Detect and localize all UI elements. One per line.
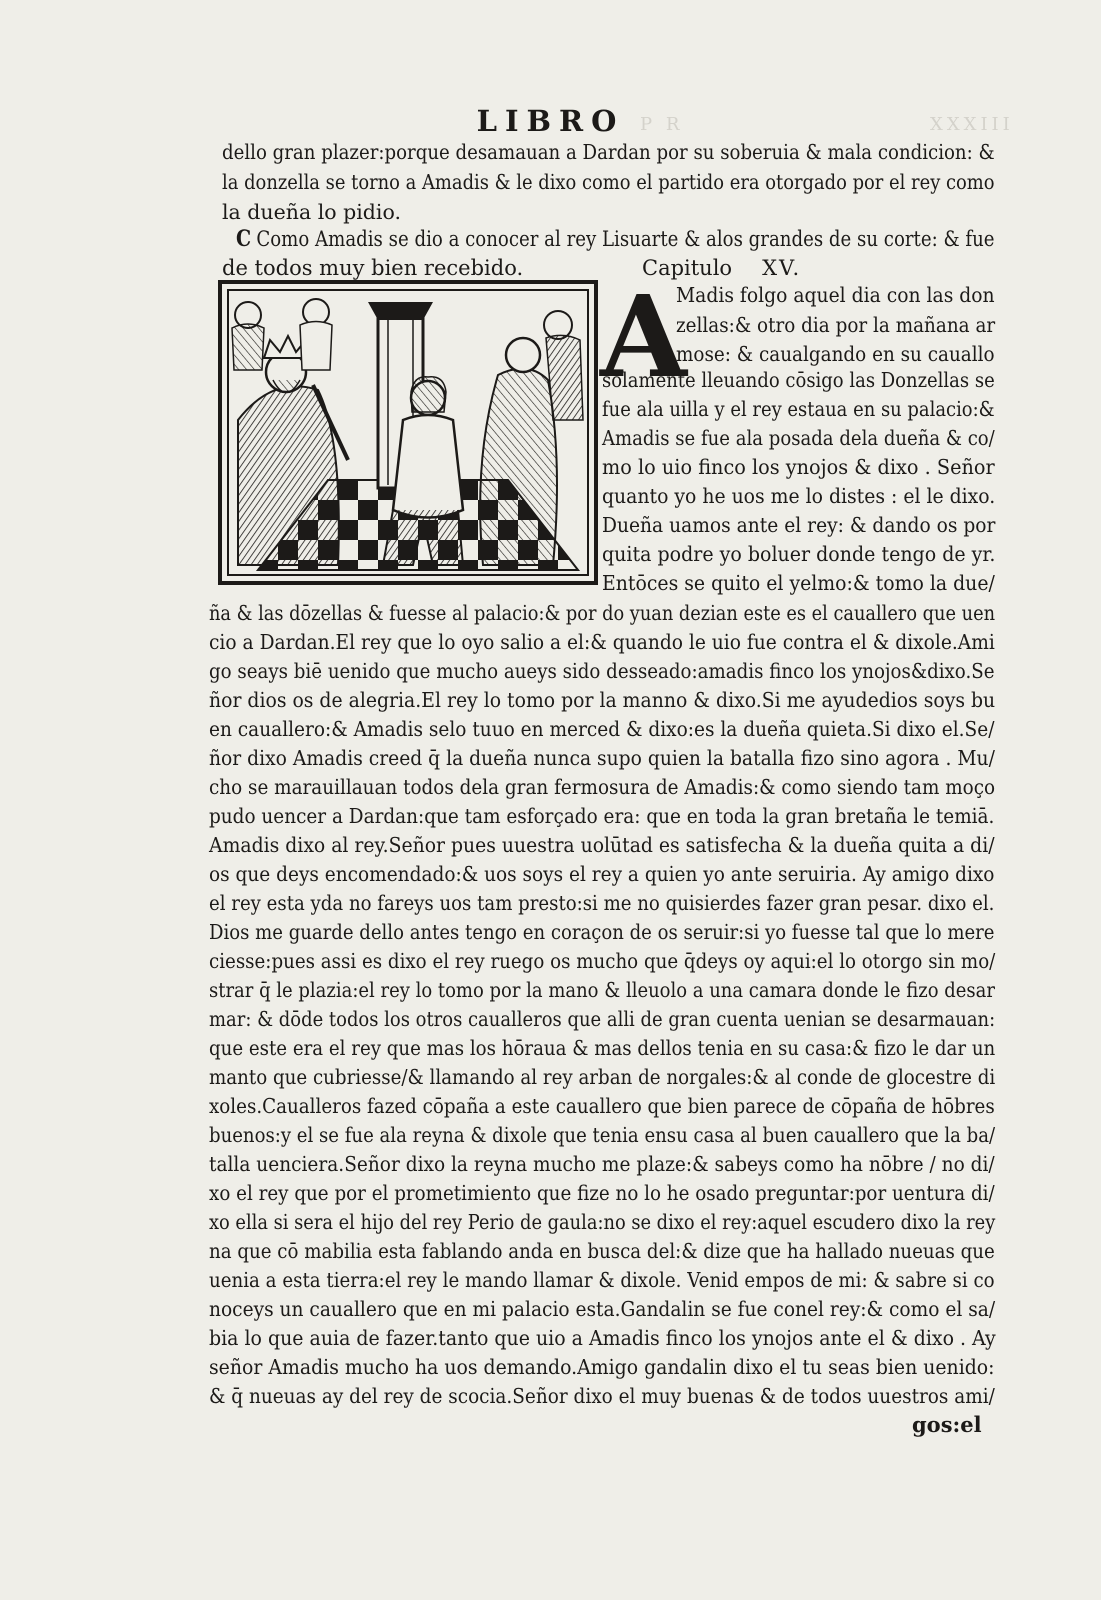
text-line: strar q̄ le plazia:el rey lo tomo por la mano & lleuolo a una camara donde le fizo desar: [209, 978, 995, 1002]
chapter-heading-line-1: [236, 224, 995, 254]
text-line: que este era el rey que mas los hōraua & mas dellos tenia en su casa:& fizo le dar un: [209, 1036, 996, 1060]
text-line: cio a Dardan.El rey que lo oyo salio a el:& quando le uio fue contra el & dixole.Ami: [209, 630, 995, 654]
text-line: go seays biē uenido que mucho aueys sido desseado:amadis finco los ynojos&dixo.Se: [209, 659, 995, 683]
text-line: ña & las dōzellas & fuesse al palacio:& por do yuan dezian este es el cauallero que uen: [209, 601, 996, 625]
text-line: mose: & caualgando en su cauallo: [676, 342, 995, 366]
text-line: manto que cubriesse/& llamando al rey arban de norgales:& al conde de glocestre di: [209, 1065, 996, 1089]
text-line: señor Amadis mucho ha uos demando.Amigo gandalin dixo el tu seas bien uenido:: [209, 1355, 995, 1379]
text-line: el rey esta yda no fareys uos tam presto:si me no quisierdes fazer gran pesar. dixo el.: [209, 891, 995, 915]
chapter-label: Capitulo: [642, 256, 733, 280]
text-line: xo ella si sera el hijo del rey Perio de gaula:no se dixo el rey:aquel escudero dixo la rey: [209, 1210, 996, 1234]
chapter-heading-text: Como Amadis se dio a conocer al rey Lisuarte & alos grandes de su corte: & fue: [256, 227, 995, 251]
text-line: quanto yo he uos me lo distes : el le dixo.: [602, 484, 996, 508]
text-line: cho se marauillauan todos dela gran fermosura de Amadis:& como siendo tam moço: [209, 775, 996, 799]
text-line: la donzella se torno a Amadis & le dixo como el partido era otorgado por el rey como: [222, 170, 995, 194]
catchword: gos:el: [912, 1412, 982, 1437]
text-line: os que deys encomendado:& uos soys el rey a quien yo ante seruiria. Ay amigo dixo: [209, 862, 995, 886]
text-line: bia lo que auia de fazer.tanto que uio a Amadis finco los ynojos ante el & dixo . Ay: [209, 1326, 996, 1350]
bleed-through-text-right: XXXIII: [930, 114, 1014, 135]
text-line: ñor dios os de alegria.El rey lo tomo por la manno & dixo.Si me ayudedios soys bu: [209, 688, 996, 712]
text-line: quita podre yo boluer donde tengo de yr.: [602, 542, 996, 566]
text-line: Dios me guarde dello antes tengo en coraçon de os seruir:si yo fuesse tal que lo mere: [209, 920, 995, 944]
text-line: fue ala uilla y el rey estaua en su palacio:&: [602, 397, 995, 421]
pilcrow-mark: C: [236, 226, 252, 252]
text-line: na que cō mabilia esta fablando anda en busca del:& dize que ha hallado nueuas que: [209, 1239, 995, 1263]
drop-cap: A: [600, 272, 687, 403]
text-line: xo el rey que por el prometimiento que fize no lo he osado preguntar:por uentura di/: [209, 1181, 995, 1205]
text-line: & q̄ nueuas ay del rey de scocia.Señor dixo el muy buenas & de todos uuestros ami/: [209, 1384, 995, 1408]
text-line: Madis folgo aquel dia con las don: [676, 283, 995, 307]
text-line: ñor dixo Amadis creed q̄ la dueña nunca supo quien la batalla fizo sino agora . Mu/: [209, 746, 995, 770]
text-line: dello gran plazer:porque desamauan a Dardan por su soberuia & mala condicion: &: [222, 140, 995, 164]
text-line: pudo uencer a Dardan:que tam esforçado era: que en toda la gran bretaña le temiā.: [209, 804, 995, 828]
text-line: Dueña uamos ante el rey: & dando os por: [602, 513, 996, 537]
text-line: solamente lleuando cōsigo las Donzellas se: [602, 368, 995, 392]
text-line: uenia a esta tierra:el rey le mando llamar & dixole. Venid empos de mi: & sabre si co: [209, 1268, 995, 1292]
text-line: mar: & dōde todos los otros caualleros que alli de gran cuenta uenian se desarmauan:: [209, 1007, 996, 1031]
text-line: Amadis se fue ala posada dela dueña & co/: [602, 426, 995, 450]
text-line: talla uenciera.Señor dixo la reyna mucho me plaze:& sabeys como ha nōbre / no di/: [209, 1152, 995, 1176]
text-line: Entōces se quito el yelmo:& tomo la due/: [602, 571, 995, 595]
text-line: zellas:& otro dia por la mañana ar: [676, 313, 996, 337]
running-header: LIBRO: [476, 104, 625, 138]
text-line: noceys un cauallero que en mi palacio esta.Gandalin se fue conel rey:& como el sa/: [209, 1297, 996, 1321]
bleed-through-text-left: P R: [640, 114, 684, 135]
text-line: mo lo uio finco los ynojos & dixo . Señor: [602, 455, 995, 479]
text-line: en cauallero:& Amadis selo tuuo en merced & dixo:es la dueña quieta.Si dixo el.Se/: [209, 717, 995, 741]
text-line: buenos:y el se fue ala reyna & dixole que tenia ensu casa al buen cauallero que la ba/: [209, 1123, 996, 1147]
chapter-numeral: XV.: [762, 256, 802, 280]
text-line: ciesse:pues assi es dixo el rey ruego os mucho que q̄deys oy aqui:el lo otorgo sin mo/: [209, 949, 996, 973]
text-line: Amadis dixo al rey.Señor pues uuestra uolūtad es satisfecha & la dueña quita a di/: [209, 833, 995, 857]
text-line: la dueña lo pidio.: [222, 200, 401, 224]
text-line: xoles.Caualleros fazed cōpaña a este cauallero que bien parece de cōpaña de hōbres: [209, 1094, 995, 1118]
chapter-heading-line-2: de todos muy bien recebido.: [222, 256, 524, 280]
woodcut-illustration: [218, 280, 598, 585]
